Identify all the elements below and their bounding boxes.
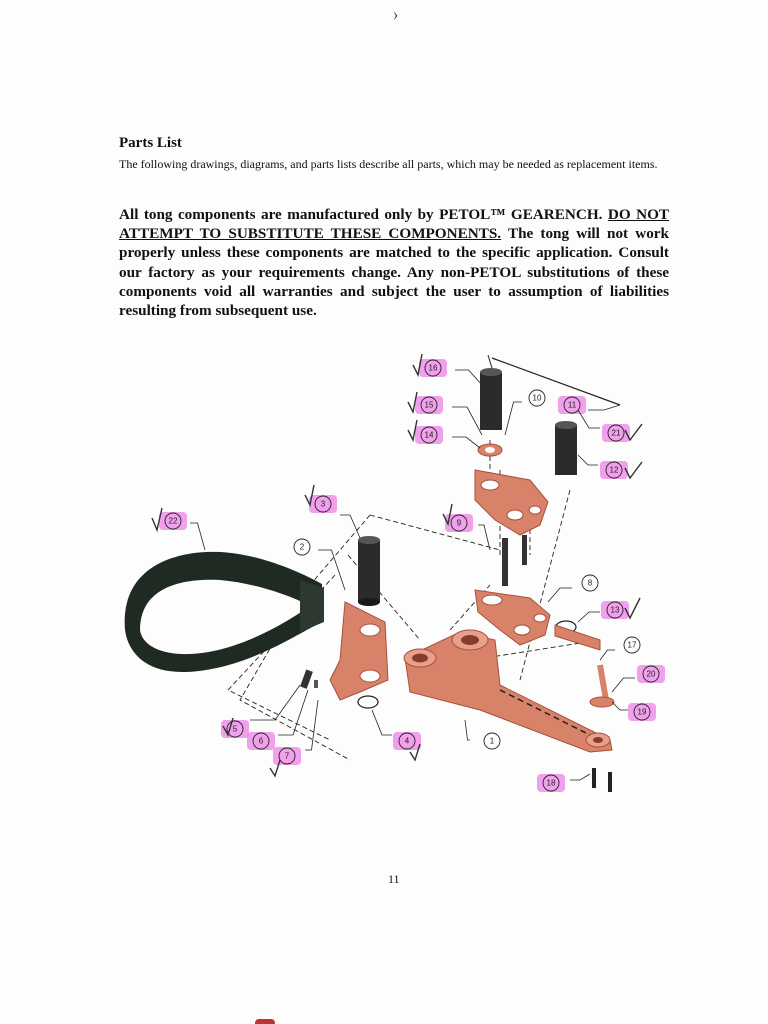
leader-line <box>278 690 308 735</box>
callout-label: 6 <box>258 736 264 746</box>
main-arm-part-1 <box>404 630 612 752</box>
leader-line <box>570 774 590 780</box>
callout-13 <box>578 601 629 622</box>
callout-label: 15 <box>424 400 434 410</box>
callout-label: 1 <box>489 736 495 746</box>
leader-line <box>465 720 470 740</box>
leader-line <box>318 550 345 590</box>
callout-label: 13 <box>610 605 620 615</box>
callout-label: 12 <box>609 465 619 475</box>
leader-line <box>578 455 598 465</box>
callout-4 <box>372 710 421 750</box>
leader-line <box>548 588 572 602</box>
leader-line <box>452 437 480 448</box>
warning-paragraph <box>119 205 669 320</box>
callout-20 <box>612 665 665 692</box>
small-pins <box>300 670 318 689</box>
callout-label: 16 <box>428 363 438 373</box>
leader-line <box>600 650 615 660</box>
parts-list-heading: Parts List <box>119 135 182 151</box>
callout-11 <box>558 396 620 414</box>
callout-label: 20 <box>646 669 656 679</box>
callout-label: 9 <box>456 518 462 528</box>
leader-line <box>452 407 482 435</box>
leader-line <box>578 612 600 622</box>
bracket-part-2 <box>330 602 388 708</box>
callout-label: 11 <box>567 400 577 410</box>
callout-21 <box>578 410 630 442</box>
leader-line <box>305 700 318 750</box>
callout-18 <box>537 774 590 792</box>
callout-label: 7 <box>284 751 290 761</box>
scan-artifact <box>255 1019 275 1024</box>
callout-label: 2 <box>299 542 305 552</box>
callout-label: 18 <box>546 778 556 788</box>
cylinder-part-16 <box>480 355 502 430</box>
spring-wire-21 <box>492 358 620 405</box>
chain-link-part <box>555 625 614 707</box>
leader-line <box>455 370 482 385</box>
rod-part-9 <box>502 535 527 586</box>
leader-line <box>372 710 392 735</box>
callout-16 <box>419 359 482 385</box>
callout-label: 8 <box>587 578 593 588</box>
callout-label: 10 <box>532 393 542 403</box>
bolts-part-18 <box>592 768 612 792</box>
callout-19 <box>612 702 656 721</box>
callout-12 <box>578 455 628 479</box>
callout-10 <box>505 390 545 435</box>
callout-label: 3 <box>320 499 326 509</box>
callout-14 <box>415 426 480 448</box>
callout-label: 5 <box>232 724 238 734</box>
upper-plate-assembly <box>475 444 548 535</box>
cylinder-part-3 <box>358 536 380 606</box>
exploded-parts-diagram <box>0 340 768 820</box>
callout-3 <box>309 495 360 538</box>
intro-paragraph: The following drawings, diagrams, and parts lists describe all parts, which may be needed as replacement items. <box>119 157 658 171</box>
cylinder-part-12 <box>555 421 577 475</box>
leader-line <box>190 523 205 550</box>
callout-label: 19 <box>637 707 647 717</box>
leader-line <box>505 402 522 435</box>
strap-part <box>125 552 324 672</box>
callout-label: 21 <box>611 428 621 438</box>
page-number: 11 <box>388 872 400 886</box>
page-mark: › <box>393 4 399 25</box>
callout-1 <box>465 720 500 749</box>
warning-rest: The tong will not work properly unless these components are matched to the specific application. Consult our factory as your requirements change. Any non-PETOL substitutions of these components void all warranties and subject the user to assumption of liabilities resulting from subsequent use. <box>119 225 669 320</box>
callout-8 <box>548 575 598 602</box>
callout-22 <box>159 512 205 550</box>
leader-line <box>478 525 490 550</box>
callout-label: 4 <box>404 736 410 746</box>
callout-label: 17 <box>627 640 637 650</box>
callout-9 <box>445 514 490 550</box>
warning-line1: All tong components are manufactured only by PETOL™ GEARENCH. <box>119 206 603 223</box>
leader-line <box>340 515 360 538</box>
callout-7 <box>273 700 318 765</box>
leader-line <box>250 685 300 720</box>
leader-line <box>588 405 620 410</box>
callout-17 <box>600 637 640 660</box>
warning-underlined: DO NOT ATTEMPT TO SUBSTITUTE THESE COMPONENTS. <box>119 206 670 243</box>
leader-line <box>612 678 635 692</box>
callout-label: 22 <box>168 516 178 526</box>
callout-label: 14 <box>424 430 434 440</box>
leader-line <box>612 702 628 710</box>
